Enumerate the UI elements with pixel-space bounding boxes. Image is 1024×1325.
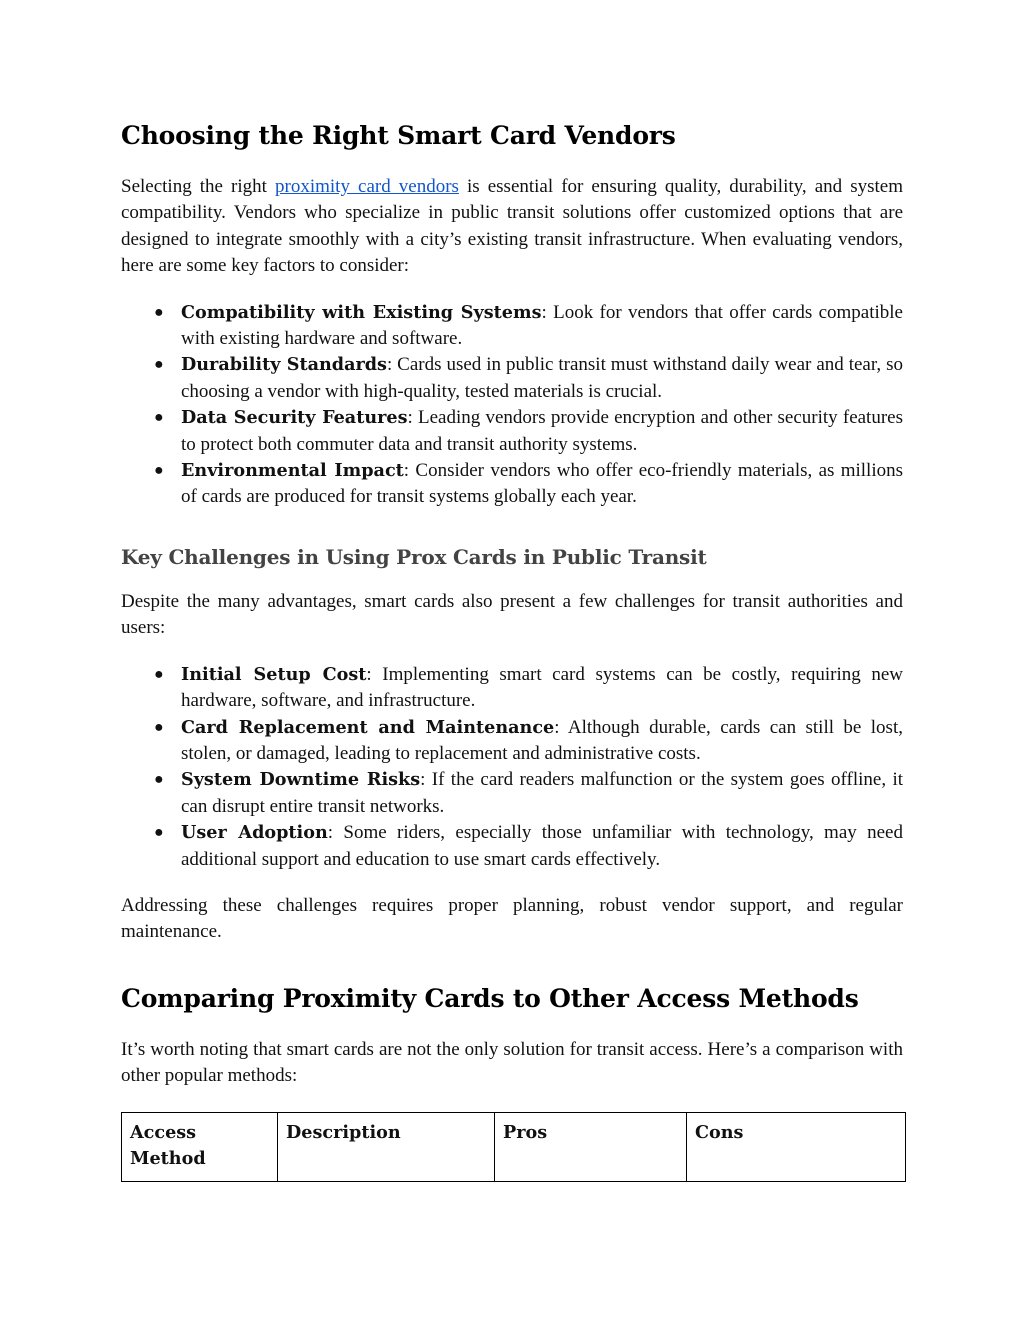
list-item-text: : Cards used in public transit must withstand daily wear and tear, so choosing a vendor with high-quality, tested materials is crucial. xyxy=(181,354,903,402)
bullet-icon: ● xyxy=(154,771,164,789)
vendors-intro-rest: is essential for ensuring quality, durability, and system compatibility. Vendors who specialize in public transit solutions offer customized options that are designed to integrate smoothly with a city’s existing transit infrastructure. When evaluating vendors, here are some key factors to consider: xyxy=(121,176,903,277)
list-item-term: Durability Standards xyxy=(181,354,387,376)
list-item-term: Environmental Impact xyxy=(181,460,404,482)
list-item-term: Card Replacement and Maintenance xyxy=(181,716,555,738)
column-header-cons: Cons xyxy=(687,1112,906,1181)
list-item xyxy=(154,352,903,405)
list-item-term: Data Security Features xyxy=(181,407,408,429)
list-item-text: : Some riders, especially those unfamiliar with technology, may need additional support and education to use smart cards effectively. xyxy=(181,822,903,870)
challenges-intro-paragraph: Despite the many advantages, smart cards also present a few challenges for transit authorities and users: xyxy=(121,590,903,639)
vendors-intro-lead: Selecting the right xyxy=(121,176,275,197)
challenges-list xyxy=(121,662,903,873)
list-item-term: System Downtime Risks xyxy=(181,769,421,791)
proximity-card-vendors-link[interactable]: proximity card vendors xyxy=(275,176,459,197)
list-item xyxy=(154,715,903,768)
bullet-icon: ● xyxy=(154,462,164,480)
list-item-text: : Although durable, cards can still be lost, stolen, or damaged, leading to replacement and administrative costs. xyxy=(181,716,903,764)
bullet-icon: ● xyxy=(154,409,164,427)
bullet-icon: ● xyxy=(154,718,164,736)
bullet-icon: ● xyxy=(154,824,164,842)
column-header-description: Description xyxy=(278,1112,495,1181)
heading-key-challenges: Key Challenges in Using Prox Cards in Public Transit xyxy=(121,544,707,569)
bullet-icon: ● xyxy=(154,356,164,374)
list-item-term: User Adoption xyxy=(181,822,328,844)
list-item xyxy=(154,405,903,458)
list-item xyxy=(154,458,903,511)
list-item-term: Initial Setup Cost xyxy=(181,663,367,685)
comparison-intro-paragraph: It’s worth noting that smart cards are not the only solution for transit access. Here’s a comparison with other popular methods: xyxy=(121,1038,903,1087)
bullet-icon: ● xyxy=(154,303,164,321)
heading-comparing-methods: Comparing Proximity Cards to Other Access Methods xyxy=(121,983,859,1013)
comparison-table xyxy=(121,1112,906,1182)
table-header-row xyxy=(122,1112,906,1181)
column-header-access-method: Access Method xyxy=(122,1112,278,1181)
document-content xyxy=(121,116,903,1182)
challenges-closing-paragraph: Addressing these challenges requires proper planning, robust vendor support, and regular maintenance. xyxy=(121,894,903,943)
list-item xyxy=(154,820,903,873)
list-item xyxy=(154,662,903,715)
list-item-term: Compatibility with Existing Systems xyxy=(181,301,542,323)
vendor-factors-list xyxy=(121,300,903,511)
column-header-pros: Pros xyxy=(495,1112,687,1181)
vendors-intro-paragraph xyxy=(121,174,903,280)
list-item-text: : Consider vendors who offer eco-friendly materials, as millions of cards are produced for transit systems globally each year. xyxy=(181,460,903,508)
bullet-icon: ● xyxy=(154,665,164,683)
list-item-text: : Look for vendors that offer cards compatible with existing hardware and software. xyxy=(181,301,903,350)
list-item xyxy=(154,767,903,820)
list-item-text: : If the card readers malfunction or the system goes offline, it can disrupt entire transit networks. xyxy=(181,769,903,817)
heading-choosing-vendors: Choosing the Right Smart Card Vendors xyxy=(121,121,676,150)
list-item-text: : Implementing smart card systems can be costly, requiring new hardware, software, and infrastructure. xyxy=(181,663,903,712)
list-item-text: : Leading vendors provide encryption and other security features to protect both commuter data and transit authority systems. xyxy=(181,407,903,455)
list-item xyxy=(154,300,903,353)
